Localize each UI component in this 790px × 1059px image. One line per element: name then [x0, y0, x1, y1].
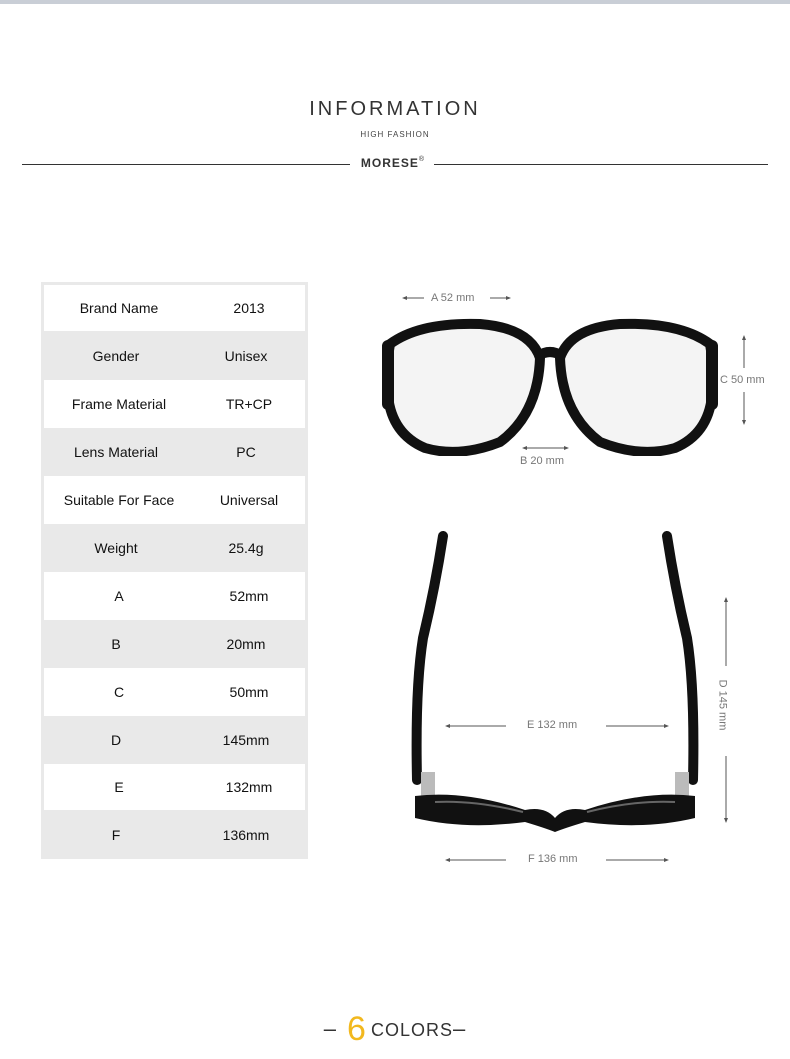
- colors-label: COLORS: [370, 1020, 453, 1040]
- spec-label: C: [113, 684, 125, 700]
- spec-value: 20mm: [226, 636, 266, 652]
- divider-right: [434, 164, 768, 165]
- spec-label: Suitable For Face: [63, 492, 175, 508]
- dash-right: –: [452, 1016, 467, 1041]
- spec-row-f: [41, 811, 308, 859]
- top-bar: [0, 0, 790, 4]
- spec-value: 25.4g: [228, 540, 264, 556]
- page-subtitle: HIGH FASHION: [360, 130, 430, 139]
- top-dimension-marks: [440, 590, 740, 870]
- spec-row-a: [44, 572, 305, 620]
- dimension-e-label: E 132 mm: [527, 719, 578, 731]
- spec-label: E: [114, 779, 124, 795]
- dimension-b-label: B 20 mm: [520, 455, 565, 467]
- dimension-f-label: F 136 mm: [528, 853, 578, 865]
- spec-value: Universal: [219, 492, 279, 508]
- spec-row-face-shape: [44, 476, 305, 524]
- divider-left: [22, 164, 350, 165]
- page-title: INFORMATION: [309, 98, 481, 120]
- spec-label: Brand Name: [79, 300, 159, 316]
- spec-row-gender: [41, 332, 308, 380]
- spec-row-d: [41, 716, 308, 764]
- spec-value: 145mm: [222, 732, 270, 748]
- spec-row-b: [41, 620, 308, 668]
- spec-label: Frame Material: [71, 396, 167, 412]
- registered-mark: ®: [418, 156, 426, 163]
- spec-value: Unisex: [224, 348, 268, 364]
- dimension-d-label: D 145 mm: [716, 679, 729, 731]
- spec-value: 132mm: [225, 779, 273, 795]
- brand-logo: [352, 156, 434, 170]
- spec-label: F: [111, 827, 121, 843]
- dimension-a-label: A 52 mm: [431, 292, 475, 304]
- spec-label: Gender: [92, 348, 140, 364]
- spec-label: B: [111, 636, 121, 652]
- spec-label: Weight: [94, 540, 138, 556]
- brand-name: MORESE: [360, 156, 419, 170]
- spec-row-frame-material: [44, 380, 305, 428]
- spec-label: Lens Material: [73, 444, 159, 460]
- spec-value: 50mm: [229, 684, 269, 700]
- spec-value: TR+CP: [225, 396, 273, 412]
- colors-count-heading: [0, 1010, 790, 1049]
- spec-row-brand-name: [44, 285, 305, 331]
- spec-label: D: [110, 732, 122, 748]
- dash-left: –: [323, 1016, 338, 1041]
- spec-label: A: [114, 588, 124, 604]
- spec-row-e: [44, 764, 305, 810]
- spec-value: PC: [236, 444, 256, 460]
- spec-row-c: [44, 668, 305, 716]
- spec-value: 52mm: [229, 588, 269, 604]
- spec-row-lens-material: [41, 428, 308, 476]
- spec-value: 2013: [233, 300, 265, 316]
- spec-value: 136mm: [222, 827, 270, 843]
- dimension-c-label: C 50 mm: [720, 374, 765, 386]
- spec-row-weight: [41, 524, 308, 572]
- spec-table: [41, 282, 308, 859]
- colors-count: 6: [347, 1010, 367, 1048]
